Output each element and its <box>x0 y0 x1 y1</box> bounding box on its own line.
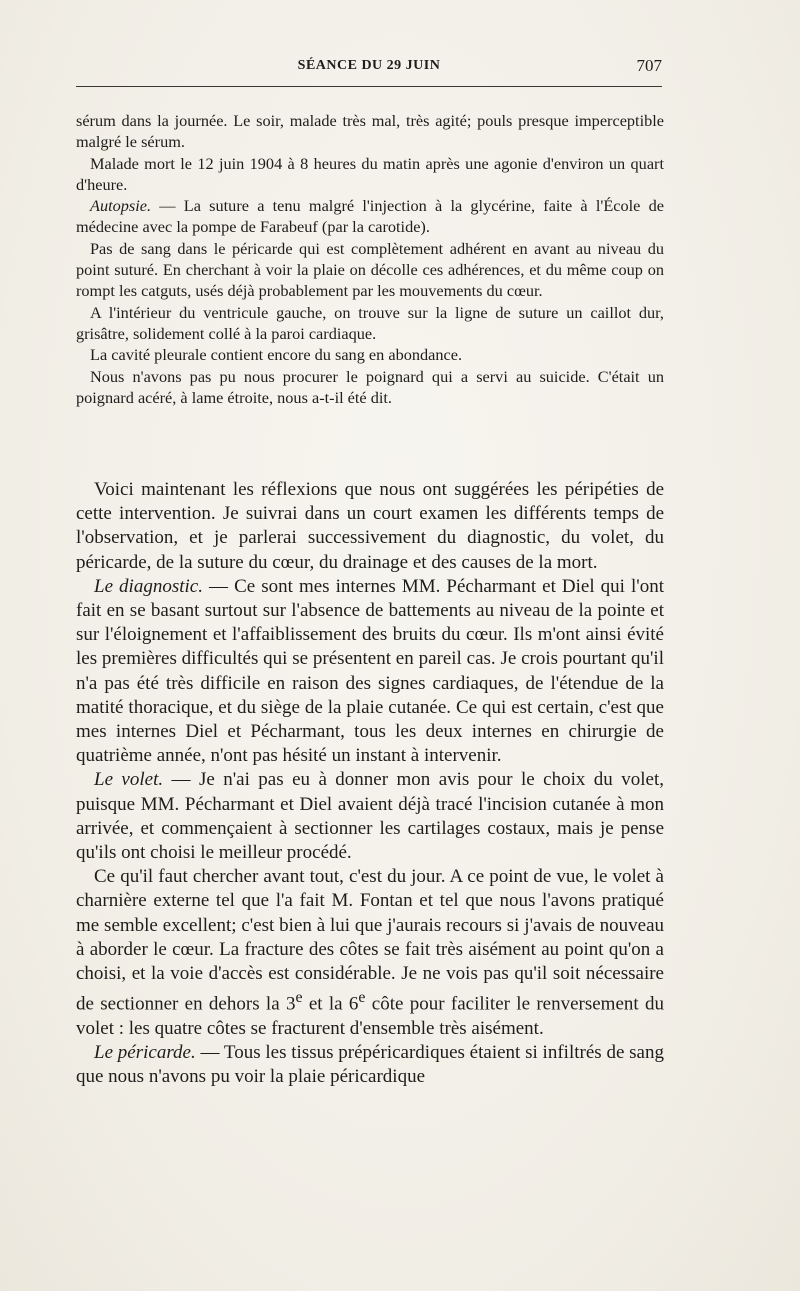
paragraph-reflections: Voici maintenant les réflexions que nous ont suggérées les péripéties de cette intervention. Je suivrai dans un court examen les différents temps de l'observation, et je parlerai successivement du diagnostic, du volet, du péricarde, de la suture du cœur, du drainage et des causes de la mort. <box>76 479 664 573</box>
access-text-b: et la 6 <box>302 993 359 1015</box>
autopsy-text: — La suture a tenu malgré l'injection à la glycérine, faite à l'École de médecine avec la pompe de Farabeuf (par la carotide). <box>76 196 664 237</box>
flap-label: Le volet. <box>94 769 164 791</box>
paragraph-pericardium-finding: Pas de sang dans le péricarde qui est complètement adhérent en avant au niveau du point suturé. En cherchant à voir la plaie on décolle ces adhérences, et du même coup on rompt les catguts, usés déjà probablement par les mouvements du cœur. <box>76 238 664 301</box>
paragraph-autopsy <box>76 195 664 238</box>
superscript-e: e <box>358 989 366 1007</box>
diagnosis-text: — Ce sont mes internes MM. Pécharmant et Diel qui l'ont fait en se basant surtout sur l'absence de battements au niveau de la pointe et sur l'éloignement et l'affaiblissement des bruits du cœur. Ils m'ont ainsi évité les premières difficultés qui se présentent en pareil cas. Je crois pourtant qu'il n'a pas été très difficile en raison des signes cardiaques, de l'étendue de la matité thoracique, et du siège de la plaie cutanée. Ce qui est certain, c'est que mes internes Diel et Pécharmant, tous les deux internes en chirurgie de quatrième année, n'ont pas hésité un instant à intervenir. <box>76 575 664 767</box>
superscript-e: e <box>295 989 303 1007</box>
paragraph-pleural: La cavité pleurale contient encore du sang en abondance. <box>90 345 463 365</box>
access-text-c: côte pour faciliter le renversement du volet : les quatre côtes se fracturent d'ensemble très aisément. <box>76 993 664 1039</box>
paragraph-ventricle: A l'intérieur du ventricule gauche, on trouve sur la ligne de suture un caillot dur, grisâtre, solidement collé à la paroi cardiaque. <box>76 302 664 343</box>
paragraph-access <box>76 865 664 1041</box>
flap-text: — Je n'ai pas eu à donner mon avis pour le choix du volet, puisque MM. Pécharmant et Diel avaient déjà tracé l'incision cutanée à mon arrivée, et commençaient à sectionner les cartilages costaux, mais je pense qu'ils ont choisi le meilleur procédé. <box>76 769 664 864</box>
paragraph-diagnosis <box>76 575 664 769</box>
paragraph-serum: sérum dans la journée. Le soir, malade très mal, très agité; pouls presque imperceptible malgré le sérum. <box>76 111 664 152</box>
pericardium-label: Le péricarde. <box>94 1042 196 1063</box>
discussion-text <box>76 478 664 1089</box>
page-number: 707 <box>636 56 662 75</box>
paragraph-pericardium <box>76 1041 664 1089</box>
paragraph-flap <box>76 768 664 865</box>
page-header <box>76 58 662 87</box>
paragraph-death: Malade mort le 12 juin 1904 à 8 heures du matin après une agonie d'environ un quart d'heure. <box>76 153 664 194</box>
running-head: SÉANCE DU 29 JUIN <box>297 58 441 73</box>
paragraph-dagger: Nous n'avons pas pu nous procurer le poignard qui a servi au suicide. C'était un poignard acéré, à lame étroite, nous a-t-il été dit. <box>76 366 664 407</box>
case-report-text <box>76 110 664 408</box>
access-text-a: Ce qu'il faut chercher avant tout, c'est du jour. A ce point de vue, le volet à charnière externe tel que l'a fait M. Fontan et tel que nous l'avons pratiqué me semble excellent; c'est bien à lui que j'aurais recours si j'avais de nouveau à aborder le cœur. La fracture des côtes se fait très aisément au point qu'on a choisi, et la voie d'accès est considérable. Je ne vois pas qu'il soit nécessaire de sectionner en dehors la 3 <box>76 866 664 1015</box>
pericardium-text: — Tous les tissus prépéricardiques étaient si infiltrés de sang que nous n'avons pu voir la plaie péricardique <box>76 1042 664 1088</box>
autopsy-label: Autopsie. <box>90 196 152 216</box>
diagnosis-label: Le diagnostic. <box>94 575 203 597</box>
